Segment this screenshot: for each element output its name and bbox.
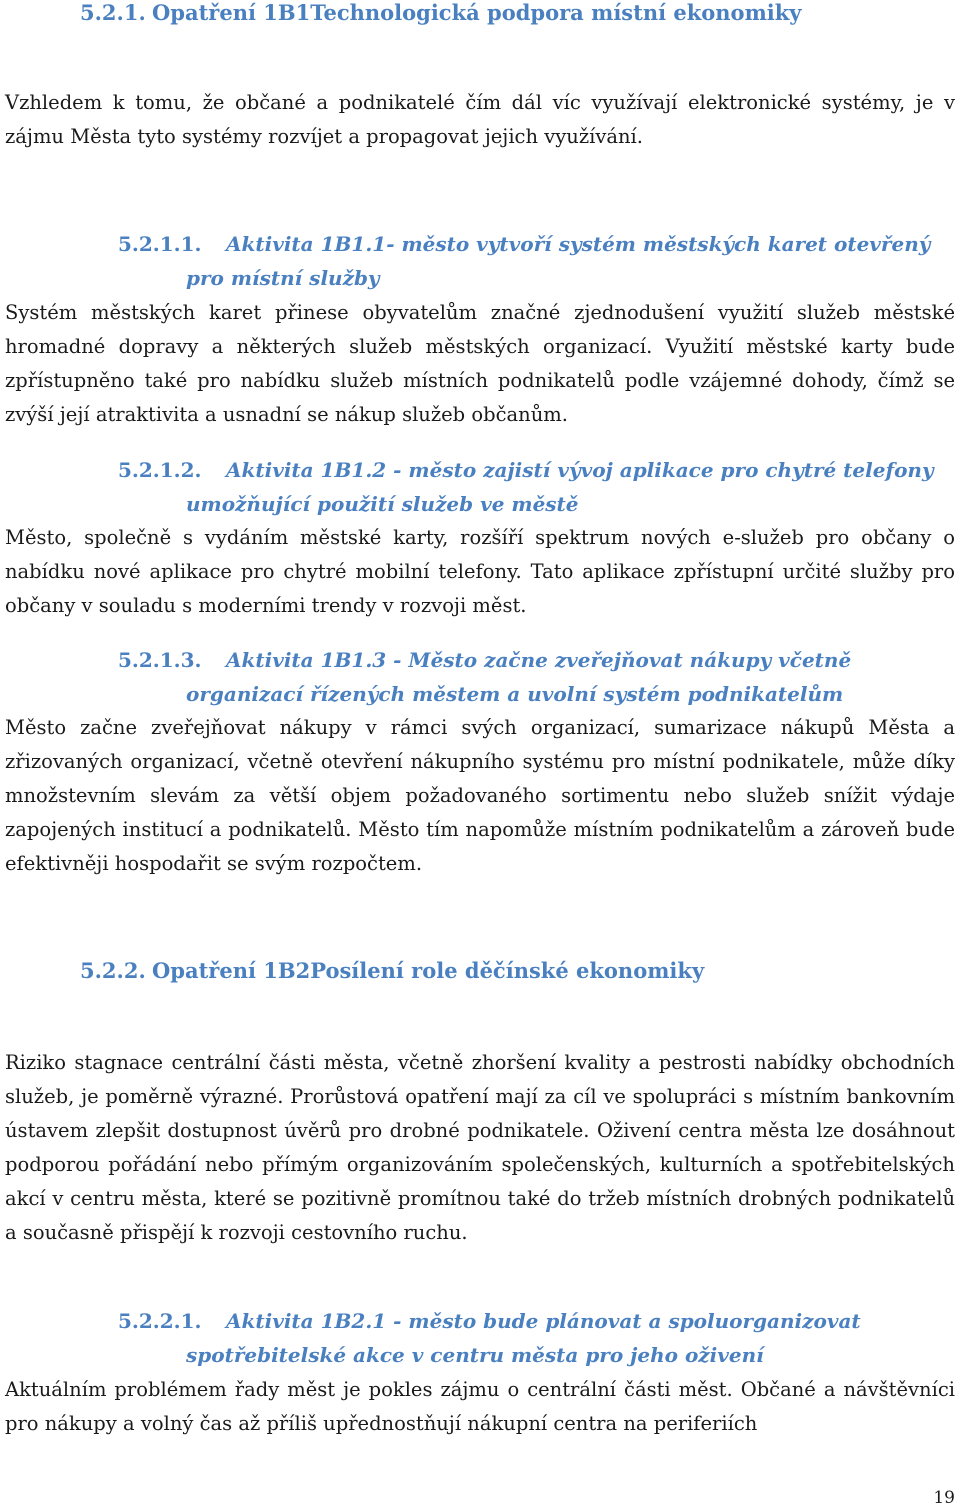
activity-heading-5-2-2-1: 5.2.2.1. Aktivita 1B2.1 - město bude plánovat a spoluorganizovat spotřebitelské akce v centru města pro jeho oživení (118, 1309, 861, 1367)
page-number: 19 (933, 1488, 955, 1508)
section-heading-5-2-2: 5.2.2. Opatření 1B2Posílení role děčínské ekonomiky (80, 958, 705, 983)
section-intro-paragraph-2: Riziko stagnace centrální části města, včetně zhoršení kvality a pestrosti nabídky obchodních služeb, je poměrně výrazné. Prorůstová opatření mají za cíl ve spolupráci s místním bankovním ústavem zlepšit dostupnost úvěrů pro drobné podnikatele. Oživení centra města lze dosáhnout podporou pořádání nebo přímým organizováním společenských, kulturních a spotřebitelských akcí v centru města, které se pozitivně promítnou také do tržeb místních drobných podnikatelů a současně přispějí k rozvoji cestovního ruchu. (5, 1051, 955, 1244)
activity-paragraph-5-2-1-1: Systém městských karet přinese obyvatelům značné zjednodušení využití služeb městské hromadné dopravy a některých služeb městských organizací. Využití městské karty bude zpřístupněno také pro nabídku služeb místních podnikatelů podle vzájemné dohody, čímž se zvýší její atraktivita a usnadní se nákup služeb občanům. (5, 301, 955, 426)
activity-paragraph-5-2-1-2: Město, společně s vydáním městské karty, rozšíří spektrum nových e-služeb pro občany o nabídku nové aplikace pro chytré mobilní telefony. Tato aplikace zpřístupní určité služby pro občany v souladu s moderními trendy v rozvoji měst. (5, 526, 955, 617)
activity-paragraph-5-2-2-1: Aktuálním problémem řady měst je pokles zájmu o centrální části měst. Občané a návštěvníci pro nákupy a volný čas až příliš upřednostňují nákupní centra na periferiích (5, 1378, 955, 1435)
activity-paragraph-5-2-1-3: Město začne zveřejňovat nákupy v rámci svých organizací, sumarizace nákupů Města a zřizovaných organizací, včetně otevření nákupního systému pro místní podnikatele, může díky množstevním slevám za větší objem požadovaného sortimentu nebo služeb snížit výdaje zapojených institucí a podnikatelů. Město tím napomůže místním podnikatelům a zároveň bude efektivněji hospodařit se svým rozpočtem. (5, 716, 955, 875)
section-intro-paragraph: Vzhledem k tomu, že občané a podnikatelé čím dál víc využívají elektronické systémy, je v zájmu Města tyto systémy rozvíjet a propagovat jejich využívání. (5, 91, 955, 148)
activity-heading-5-2-1-1: 5.2.1.1. Aktivita 1B1.1- město vytvoří systém městských karet otevřený pro místní služby (118, 232, 931, 290)
section-heading-5-2-1: 5.2.1. Opatření 1B1Technologická podpora místní ekonomiky (80, 0, 802, 25)
activity-heading-5-2-1-3: 5.2.1.3. Aktivita 1B1.3 - Město začne zveřejňovat nákupy včetně organizací řízených městem a uvolní systém podnikatelům (118, 648, 852, 706)
activity-heading-5-2-1-2: 5.2.1.2. Aktivita 1B1.2 - město zajistí vývoj aplikace pro chytré telefony umožňující použití služeb ve městě (118, 458, 934, 516)
